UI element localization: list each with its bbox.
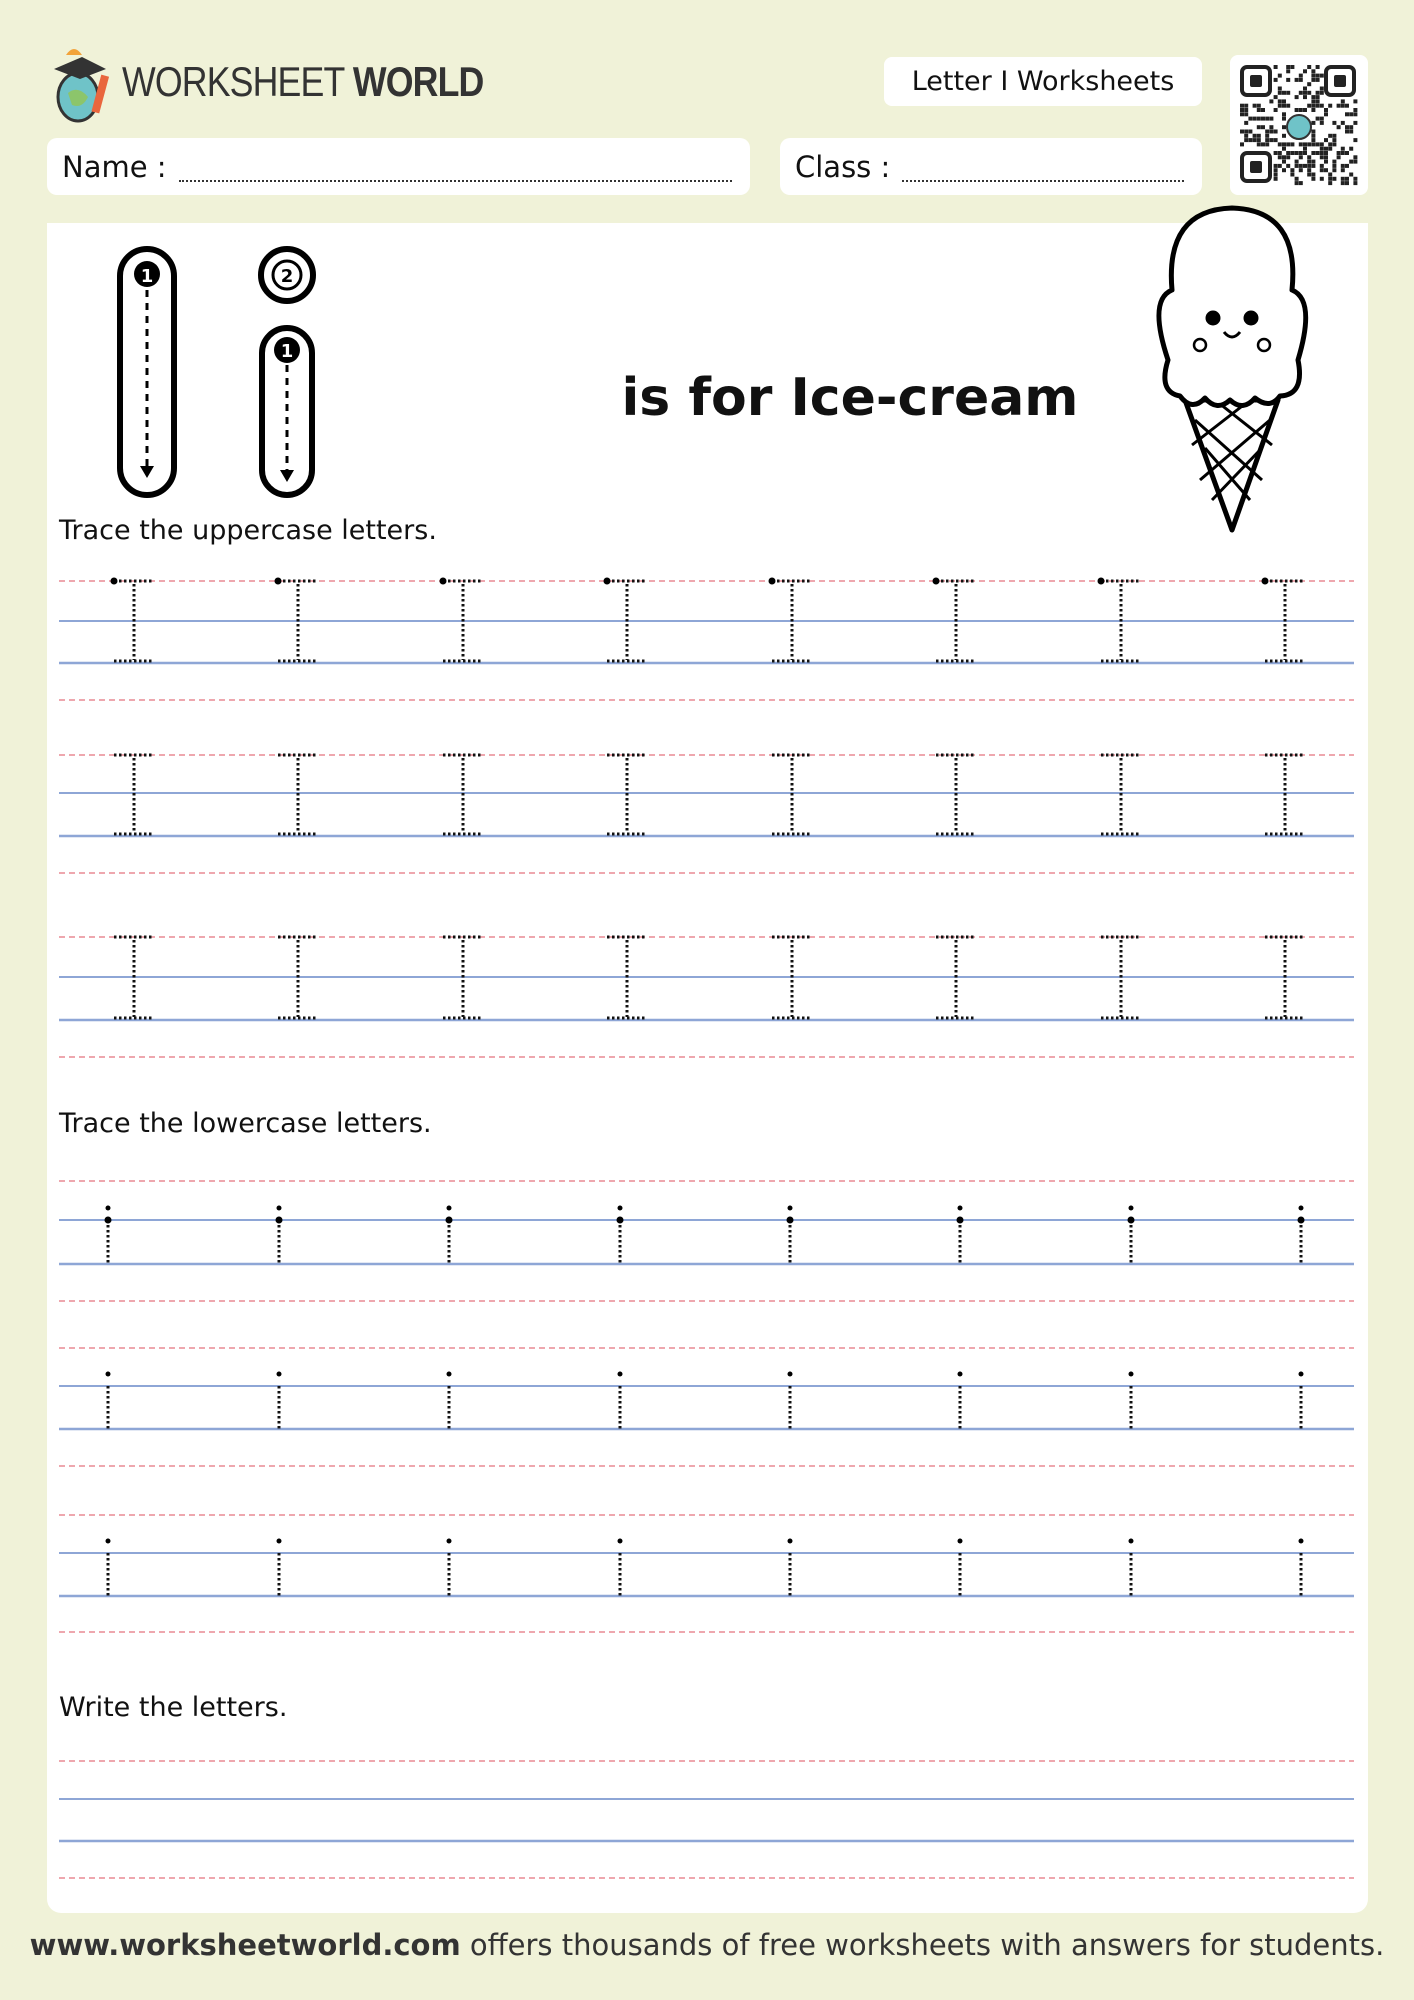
traceable-uppercase-I xyxy=(114,755,154,834)
letter-title: is for Ice-cream xyxy=(621,368,1079,428)
traceable-lowercase-i xyxy=(957,1206,964,1265)
letter-dot xyxy=(1299,1372,1304,1377)
letter-dot xyxy=(618,1206,623,1211)
letter-dot xyxy=(277,1206,282,1211)
letter-dot xyxy=(788,1372,793,1377)
letter-dot xyxy=(106,1539,111,1544)
traceable-lowercase-i xyxy=(618,1539,623,1597)
start-dot xyxy=(787,1217,794,1224)
traceable-uppercase-I xyxy=(275,578,319,662)
start-dot xyxy=(769,578,776,585)
traceable-lowercase-i xyxy=(1299,1539,1304,1597)
traceable-lowercase-i xyxy=(447,1372,452,1430)
traceable-lowercase-i xyxy=(1298,1206,1305,1265)
svg-text:1: 1 xyxy=(140,266,154,287)
traceable-uppercase-I xyxy=(443,755,483,834)
traceable-lowercase-i xyxy=(446,1206,453,1265)
letter-dot xyxy=(788,1539,793,1544)
letter-dot xyxy=(277,1372,282,1377)
traceable-lowercase-i xyxy=(958,1539,963,1597)
start-dot xyxy=(111,578,118,585)
svg-text:2: 2 xyxy=(280,266,294,287)
traceable-lowercase-i xyxy=(277,1372,282,1430)
traceable-uppercase-I xyxy=(607,755,647,834)
lowercase-section-label: Trace the lowercase letters. xyxy=(59,1108,432,1139)
start-dot xyxy=(617,1217,624,1224)
traceable-lowercase-i xyxy=(1129,1539,1134,1597)
traceable-lowercase-i xyxy=(106,1539,111,1597)
footer xyxy=(0,1928,1414,1962)
traceable-uppercase-I xyxy=(933,578,977,662)
traceable-lowercase-i xyxy=(618,1372,623,1430)
traceable-lowercase-i xyxy=(276,1206,283,1265)
letter-dot xyxy=(1129,1372,1134,1377)
class-label: Class : xyxy=(795,149,891,184)
start-dot xyxy=(1128,1217,1135,1224)
traceable-lowercase-i xyxy=(447,1539,452,1597)
start-dot xyxy=(440,578,447,585)
logo-text: WORKSHEET WORLD xyxy=(122,58,484,105)
start-dot xyxy=(604,578,611,585)
traceable-lowercase-i xyxy=(788,1539,793,1597)
letter-dot xyxy=(1299,1539,1304,1544)
letter-dot xyxy=(1129,1206,1134,1211)
traceable-uppercase-I xyxy=(1265,755,1305,834)
start-dot xyxy=(1298,1217,1305,1224)
start-dot xyxy=(933,578,940,585)
traceable-uppercase-I xyxy=(278,755,318,834)
traceable-uppercase-I xyxy=(769,578,813,662)
traceable-lowercase-i xyxy=(1128,1206,1135,1265)
start-dot xyxy=(276,1217,283,1224)
traceable-lowercase-i xyxy=(787,1206,794,1265)
worksheet-badge: Letter I Worksheets xyxy=(884,57,1202,106)
letter-dot xyxy=(447,1539,452,1544)
letter-dot xyxy=(106,1206,111,1211)
svg-text:1: 1 xyxy=(280,341,294,362)
traceable-lowercase-i xyxy=(617,1206,624,1265)
write-section-label: Write the letters. xyxy=(59,1692,288,1723)
letter-dot xyxy=(447,1206,452,1211)
uppercase-section-label: Trace the uppercase letters. xyxy=(59,515,437,546)
traceable-uppercase-I xyxy=(604,578,648,662)
letter-dot xyxy=(788,1206,793,1211)
traceable-lowercase-i xyxy=(788,1372,793,1430)
traceable-uppercase-I xyxy=(936,755,976,834)
letter-dot xyxy=(1129,1539,1134,1544)
letter-dot xyxy=(618,1372,623,1377)
name-label: Name : xyxy=(62,149,167,184)
letter-dot xyxy=(958,1372,963,1377)
footer-site-link[interactable]: www.worksheetworld.com xyxy=(29,1928,461,1962)
traceable-uppercase-I xyxy=(440,578,484,662)
letter-dot xyxy=(618,1539,623,1544)
letter-dot xyxy=(447,1372,452,1377)
traceable-lowercase-i xyxy=(106,1372,111,1430)
letter-dot xyxy=(106,1372,111,1377)
traceable-uppercase-I xyxy=(1101,755,1141,834)
traceable-lowercase-i xyxy=(958,1372,963,1430)
letter-dot xyxy=(277,1539,282,1544)
traceable-uppercase-I xyxy=(772,755,812,834)
traceable-lowercase-i xyxy=(1299,1372,1304,1430)
letter-dot xyxy=(958,1539,963,1544)
start-dot xyxy=(957,1217,964,1224)
traceable-lowercase-i xyxy=(105,1206,112,1265)
traceable-uppercase-I xyxy=(111,578,155,662)
footer-text: offers thousands of free worksheets with answers for students. xyxy=(460,1928,1385,1962)
start-dot xyxy=(1098,578,1105,585)
traceable-lowercase-i xyxy=(277,1539,282,1597)
traceable-uppercase-I xyxy=(1098,578,1142,662)
letter-dot xyxy=(958,1206,963,1211)
start-dot xyxy=(105,1217,112,1224)
traceable-uppercase-I xyxy=(1262,578,1306,662)
start-dot xyxy=(275,578,282,585)
traceable-lowercase-i xyxy=(1129,1372,1134,1430)
start-dot xyxy=(1262,578,1269,585)
letter-dot xyxy=(1299,1206,1304,1211)
start-dot xyxy=(446,1217,453,1224)
